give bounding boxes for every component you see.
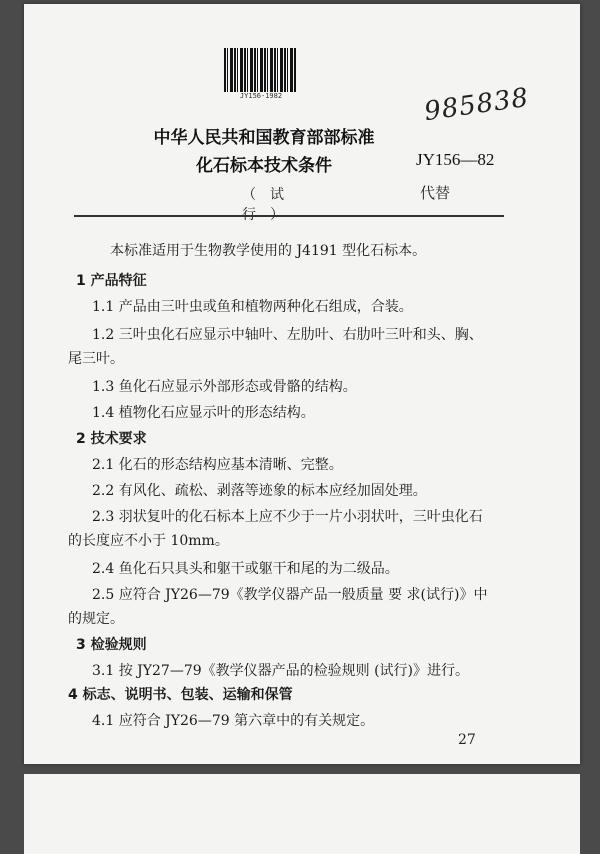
header-divider bbox=[74, 215, 504, 217]
clause-2-3-line2: 的长度应不小于 10mm。 bbox=[68, 533, 229, 549]
clause-1-3: 1.3 鱼化石应显示外部形态或骨骼的结构。 bbox=[92, 379, 357, 395]
standard-org: 中华人民共和国教育部部标准 bbox=[153, 128, 375, 148]
section-1-heading: 1 产品特征 bbox=[76, 273, 147, 289]
clause-2-4: 2.4 鱼化石只具头和躯干或躯干和尾的为二级品。 bbox=[92, 561, 399, 577]
replaces-label: 代替 bbox=[420, 184, 451, 202]
document-title: 化石标本技术条件 bbox=[196, 156, 332, 176]
clause-2-5-line1: 2.5 应符合 JY26—79《教学仪器产品一般质量 要 求(试行)》中 bbox=[92, 587, 488, 603]
clause-4-1: 4.1 应符合 JY26—79 第六章中的有关规定。 bbox=[92, 713, 375, 729]
barcode-text: JY156-1982 bbox=[239, 92, 283, 100]
barcode bbox=[224, 48, 296, 92]
clause-2-5-line2: 的规定。 bbox=[68, 611, 124, 627]
page-number: 27 bbox=[458, 732, 476, 748]
clause-2-3-line1: 2.3 羽状复叶的化石标本上应不少于一片小羽状叶，三叶虫化石 bbox=[92, 509, 483, 525]
clause-1-2-line1: 1.2 三叶虫化石应显示中轴叶、左肋叶、右肋叶三叶和头、胸、 bbox=[92, 327, 483, 343]
trial-label: （试 行） bbox=[242, 187, 298, 223]
clause-1-4: 1.4 植物化石应显示叶的形态结构。 bbox=[92, 405, 315, 421]
document-page bbox=[24, 4, 580, 764]
clause-2-2: 2.2 有风化、疏松、剥落等迹象的标本应经加固处理。 bbox=[92, 483, 427, 499]
clause-2-1: 2.1 化石的形态结构应基本清晰、完整。 bbox=[92, 457, 343, 473]
section-4-heading: 4 标志、说明书、包装、运输和保管 bbox=[68, 687, 293, 703]
standard-code: JY156—82 bbox=[416, 150, 495, 169]
intro-paragraph: 本标准适用于生物教学使用的 J4191 型化石标本。 bbox=[110, 243, 427, 259]
handwritten-number: 985838 bbox=[422, 82, 531, 128]
clause-3-1: 3.1 按 JY27—79《教学仪器产品的检验规则 (试行)》进行。 bbox=[92, 663, 470, 679]
section-2-heading: 2 技术要求 bbox=[76, 431, 147, 447]
clause-1-1: 1.1 产品由三叶虫或鱼和植物两种化石组成，合装。 bbox=[92, 299, 413, 315]
section-3-heading: 3 检验规则 bbox=[76, 637, 147, 653]
next-page-edge bbox=[24, 774, 580, 854]
clause-1-2-line2: 尾三叶。 bbox=[68, 351, 124, 367]
